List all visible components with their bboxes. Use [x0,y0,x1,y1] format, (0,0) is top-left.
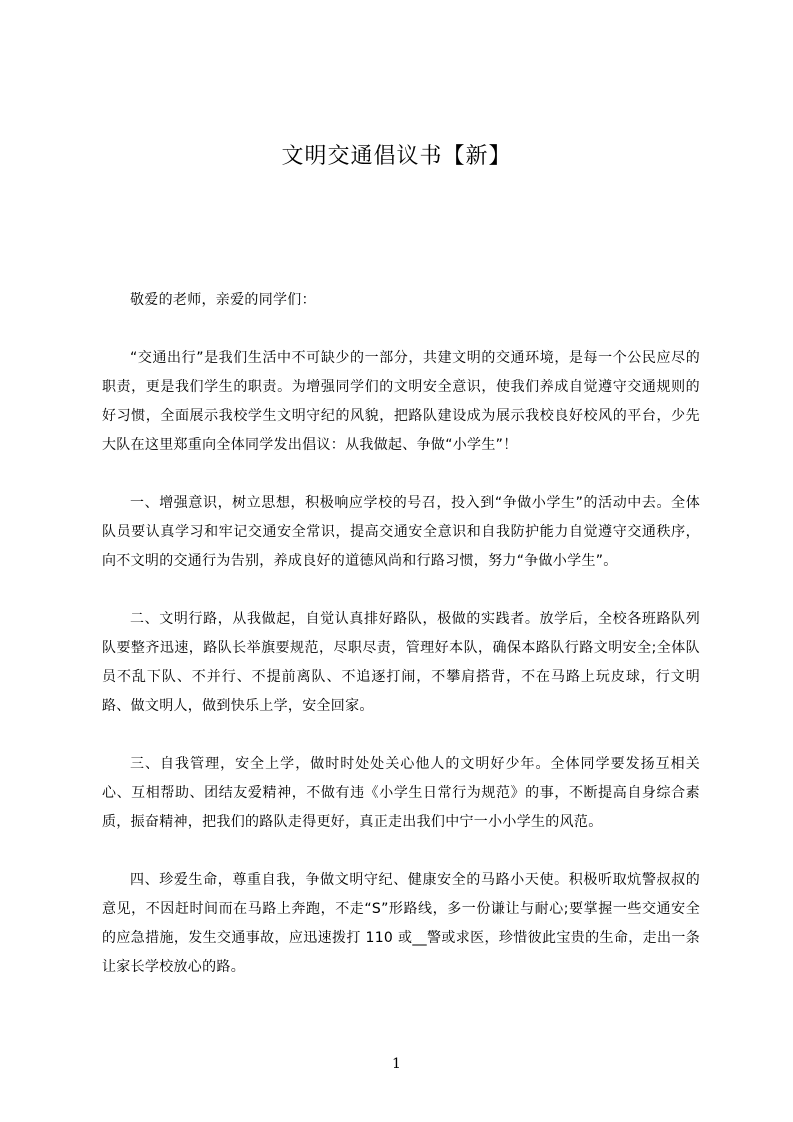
paragraph-point-2: 二、文明行路，从我做起，自觉认真排好路队，极做的实践者。放学后，全校各班路队列队要整齐迅速，路队长举旗要规范，尽职尽责，管理好本队，确保本路队行路文明安全;全体队员不乱下队、不并行、不提前离队、不追逐打闹，不攀肩搭背，不在马路上玩皮球，行文明路、做文明人，做到快乐上学，安全回家。 [102,611,700,714]
page-number: 1 [392,1056,401,1072]
paragraph-point-4: 四、珍爱生命，尊重自我，争做文明守纪、健康安全的马路小天使。积极听取炕警叔叔的意见，不因赶时间而在马路上奔跑，不走“S”形路线，多一份谦让与耐心;要掌握一些交通安全的应急措施，发生交通事故，应迅速拨打 110 或__警或求医，珍惜彼此宝贵的生命，走出一条让家长学校放心的路。 [102,872,700,975]
salutation: 敬爱的老师，亲爱的同学们： [130,292,316,308]
paragraph-point-1: 一、增强意识，树立思想，积极响应学校的号召，投入到“争做小学生”的活动中去。全体队员要认真学习和牢记交通安全常识，提高交通安全意识和自我防护能力自觉遵守交通秩序，向不文明的交通行为告别，养成良好的道德风尚和行路习惯，努力“争做小学生”。 [102,495,700,569]
page-title: 文明交通倡议书【新】 [281,144,512,169]
paragraph-point-3: 三、自我管理，安全上学，做时时处处关心他人的文明好少年。全体同学要发扬互相关心、互相帮助、团结友爱精神，不做有违《小学生日常行为规范》的事，不断提高自身综合素质，振奋精神，把我们的路队走得更好，真正走出我们中宁一小小学生的风范。 [102,756,700,830]
paragraph-intro: “交通出行”是我们生活中不可缺少的一部分，共建文明的交通环境，是每一个公民应尽的职责，更是我们学生的职责。为增强同学们的文明安全意识，使我们养成自觉遵守交通规则的好习惯，全面展示我校学生文明守纪的风貌，把路队建设成为展示我校良好校风的平台，少先大队在这里郑重向全体同学发出倡议：从我做起、争做“小学生”！ [102,350,700,453]
document-body [102,286,700,982]
